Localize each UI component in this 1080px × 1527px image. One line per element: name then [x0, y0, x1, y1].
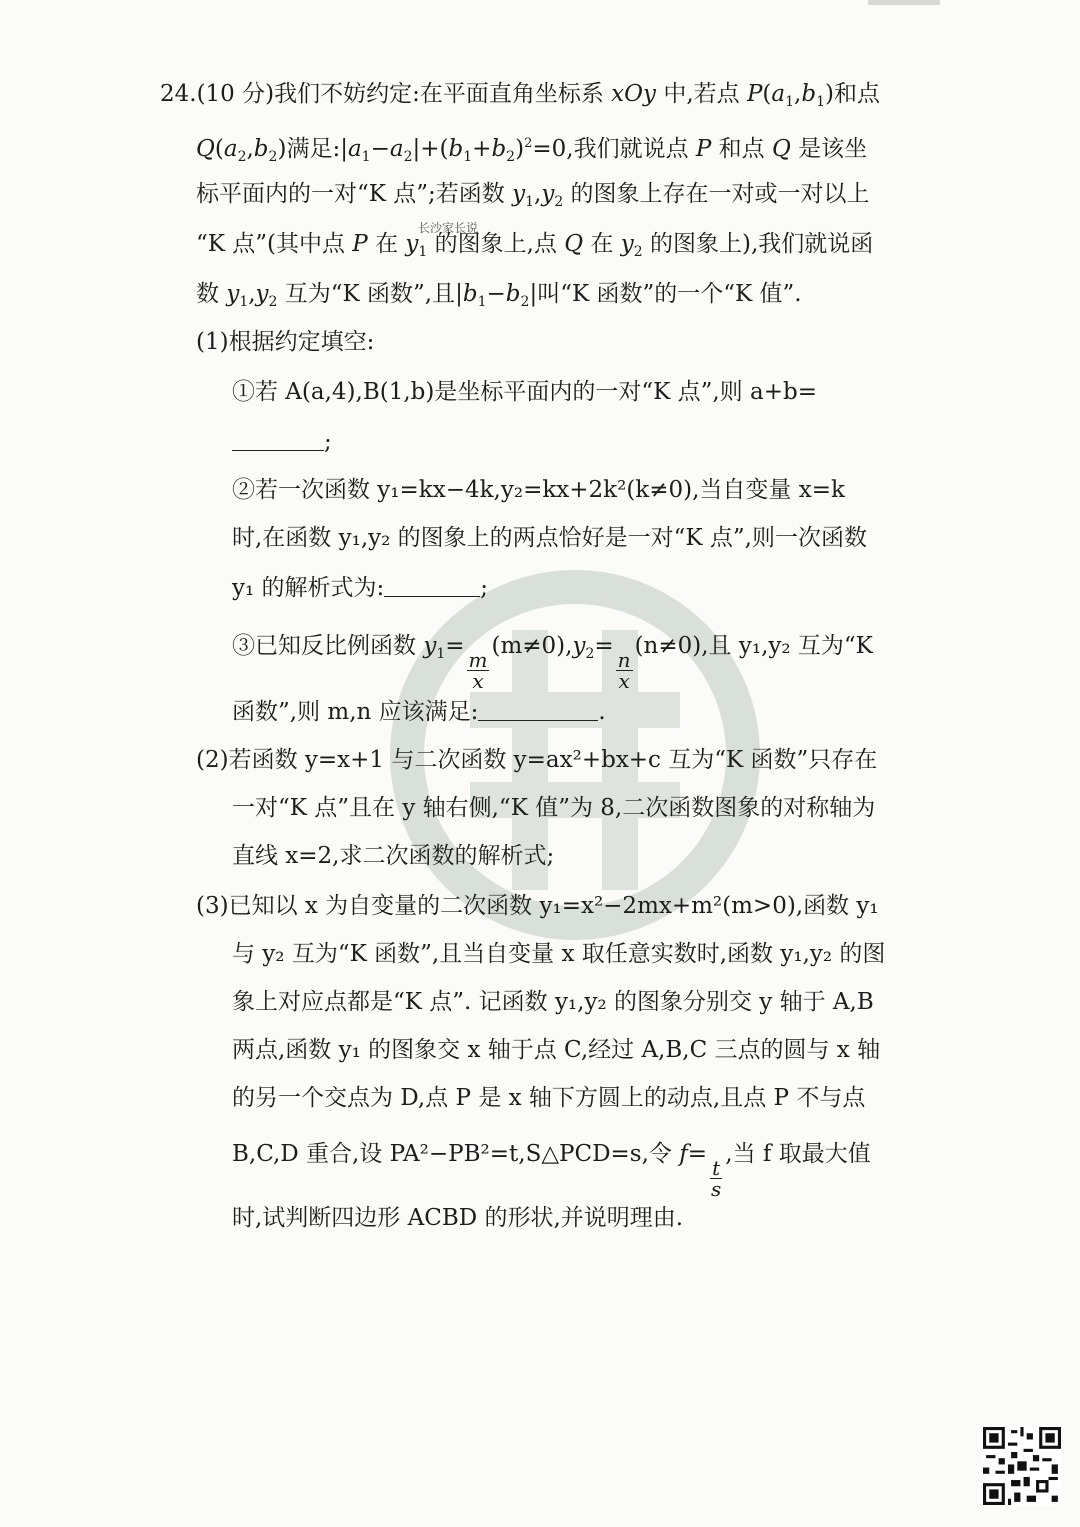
fraction-n-over-x: $\frac{n}{x}$	[617, 648, 631, 693]
part3-line-4: 两点,函数 y₁ 的图象交 x 轴于点 C,经过 A,B,C 三点的圆与 x 轴	[232, 1037, 881, 1063]
problem-line-5: 数 $y_1,y_2$ 互为“K 函数”,且$|b_1-b_2|$叫“K 函数”的一个“K 值”.	[196, 281, 802, 310]
part3-line-7: 时,试判断四边形 ACBD 的形状,并说明理由.	[232, 1205, 684, 1231]
problem-line-2: $Q(a_2,b_2)$满足$:|a_1-a_2|+(b_1+b_2)^2=0$,我们就说点 P 和点 Q 是该坐	[196, 136, 868, 165]
part2-line-1: (2)若函数 y=x+1 与二次函数 y=ax²+bx+c 互为“K 函数”只存在	[196, 747, 878, 773]
fraction-t-over-s: $\frac{t}{s}$	[711, 1156, 722, 1201]
problem-line-3: 标平面内的一对“K 点”;若函数 $y_1,y_2$ 的图象上存在一对或一对以上	[196, 181, 870, 210]
qr-code-icon[interactable]	[983, 1427, 1061, 1505]
answer-blank-1[interactable]: ;	[232, 422, 332, 462]
source-stamp: 长沙家长说	[418, 221, 479, 235]
problem-line-4: “K 点”(其中点 P 在 $y_1$ 的图象上,点 Q 在 $y_2$ 的图象上),我们就说函	[196, 231, 874, 260]
question-2-line-1: ②若一次函数 y₁=kx−4k,y₂=kx+2k²(k≠0),当自变量 x=k	[232, 477, 845, 503]
question-2-line-3: y₁ 的解析式为: ;	[232, 568, 488, 608]
part3-line-5: 的另一个交点为 D,点 P 是 x 轴下方圆上的动点,且点 P 不与点	[232, 1085, 866, 1111]
answer-blank-2[interactable]	[384, 572, 480, 597]
part3-line-6: B,C,D 重合,设 PA²−PB²=t,S△PCD=s,令 f= $\frac{t}{s}$ ,当 f 取最大值	[232, 1141, 871, 1201]
problem-line-1: 24.(10 分)我们不妨约定:在平面直角坐标系 xOy 中,若点 $P(a_1,b_1)$和点	[160, 81, 880, 110]
answer-blank-3[interactable]	[478, 696, 598, 721]
question-1: ①若 A(a,4),B(1,b)是坐标平面内的一对“K 点”,则 a+b=	[232, 379, 817, 405]
question-3-line-1: ③已知反比例函数 $y_1=$ $\frac{m}{x}$ $(m\ne 0),y_2=$ $\frac{n}{x}$ (n≠0),且 y₁,y₂ 互为“K	[232, 633, 873, 693]
fraction-m-over-x: $\frac{m}{x}$	[468, 648, 488, 693]
question-3-line-2: 函数”,则 m,n 应该满足: .	[232, 692, 606, 732]
part2-line-2: 一对“K 点”且在 y 轴右侧,“K 值”为 8,二次函数图象的对称轴为	[232, 795, 876, 821]
top-edge-mark	[868, 0, 940, 5]
part2-line-3: 直线 x=2,求二次函数的解析式;	[232, 843, 555, 869]
part1-title: (1)根据约定填空:	[196, 329, 375, 355]
part3-line-3: 象上对应点都是“K 点”. 记函数 y₁,y₂ 的图象分别交 y 轴于 A,B	[232, 989, 874, 1015]
problem-header: 24.(10 分)我们不妨约定:在平面直角坐标系	[160, 81, 604, 107]
question-2-line-2: 时,在函数 y₁,y₂ 的图象上的两点恰好是一对“K 点”,则一次函数	[232, 525, 867, 551]
part3-line-1: (3)已知以 x 为自变量的二次函数 y₁=x²−2mx+m²(m>0),函数 y₁	[196, 893, 879, 919]
part3-line-2: 与 y₂ 互为“K 函数”,且当自变量 x 取任意实数时,函数 y₁,y₂ 的图	[232, 941, 886, 967]
